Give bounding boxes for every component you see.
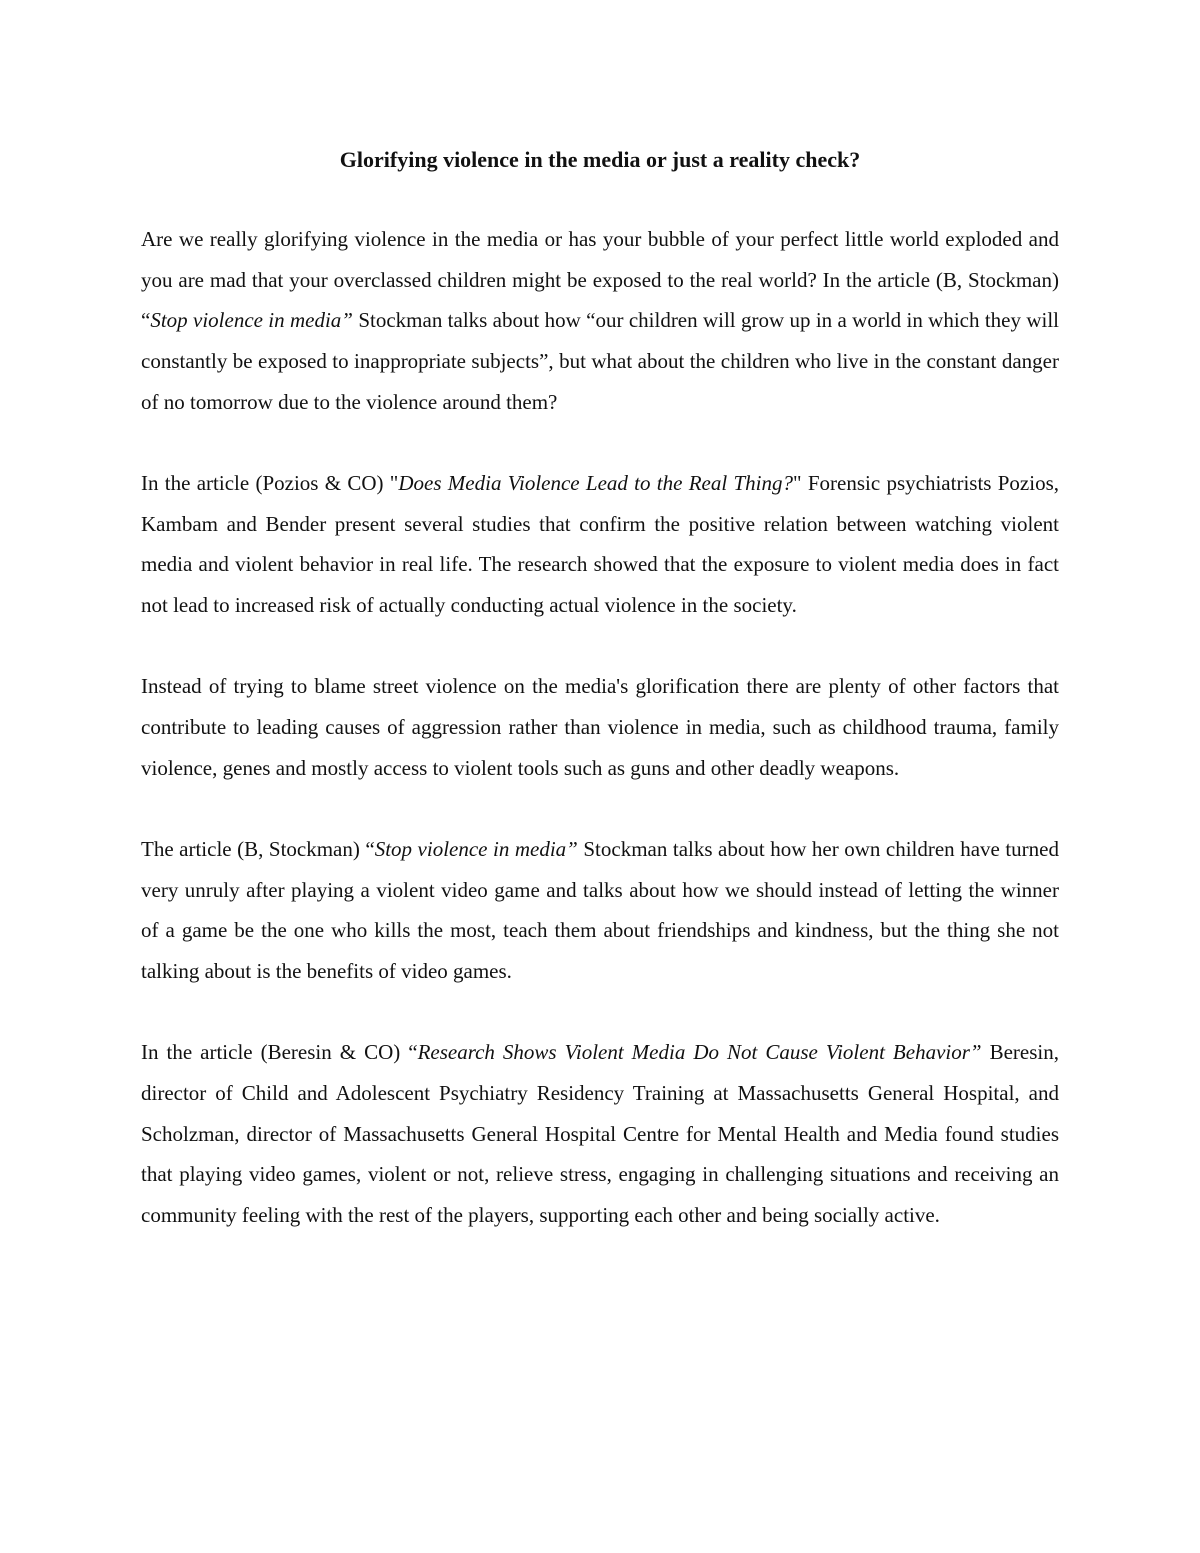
paragraph-4-article-title: Stop violence in media”: [374, 836, 578, 861]
paragraph-4: [141, 829, 1059, 992]
document-title: Glorifying violence in the media or just a reality check?: [339, 147, 861, 172]
paragraph-1-article-title: Stop violence in media”: [150, 308, 353, 333]
paragraph-5-text-a: In the article (Beresin & CO) “: [141, 1040, 418, 1065]
paragraph-2-text-b: " Forensic psychiatrists Pozios, Kambam and Bender present several studies that confirm the positive relation between watching violent media and violent behavior in real life. The research showed that the exposure to violent media does in fact not lead to increased risk of actually conducting actual violence in the society.: [141, 471, 1059, 618]
paragraph-2-article-title: Does Media Violence Lead to the Real Thing?: [398, 471, 794, 496]
paragraph-1: [141, 219, 1059, 423]
paragraph-2-text-a: In the article (Pozios & CO) ": [141, 471, 399, 496]
paragraph-3: [141, 666, 1059, 788]
paragraph-4-text-a: The article (B, Stockman) “: [141, 836, 375, 861]
paragraph-3-text: Instead of trying to blame street violence on the media's glorification there are plenty of other factors that contribute to leading causes of aggression rather than violence in media, such as childhood trauma, family violence, genes and mostly access to violent tools such as guns and other deadly weapons.: [141, 674, 1059, 780]
paragraph-4-text-b: Stockman talks about how her own children have turned very unruly after playing a violent video game and talks about how we should instead of letting the winner of a game be the one who kills the most, teach them about friendships and kindness, but the thing she not talking about is the benefits of video games.: [141, 836, 1059, 984]
document-body: [141, 138, 1059, 1236]
paragraph-2: [141, 463, 1059, 626]
paragraph-1-text-a: Are we really glorifying violence in the media or has your bubble of your perfect little world exploded and you are mad that your overclassed children might be exposed to the real world? In the article (B, Stockman) “: [141, 227, 1059, 333]
paragraph-5: [141, 1032, 1059, 1236]
paragraph-1-text-b: Stockman talks about how “our children will grow up in a world in which they will constantly be exposed to inappropriate subjects”, but what about the children who live in the constant danger of no tomorrow due to the violence around them?: [141, 308, 1060, 414]
paragraph-5-text-b: Beresin, director of Child and Adolescent Psychiatry Residency Training at Massachusetts General Hospital, and Scholzman, director of Massachusetts General Hospital Centre for Mental Health and Media found studies that playing video games, violent or not, relieve stress, engaging in challenging situations and receiving an community feeling with the rest of the players, supporting each other and being socially active.: [141, 1040, 1059, 1228]
paragraph-5-article-title: Research Shows Violent Media Do Not Cause Violent Behavior”: [417, 1040, 982, 1065]
